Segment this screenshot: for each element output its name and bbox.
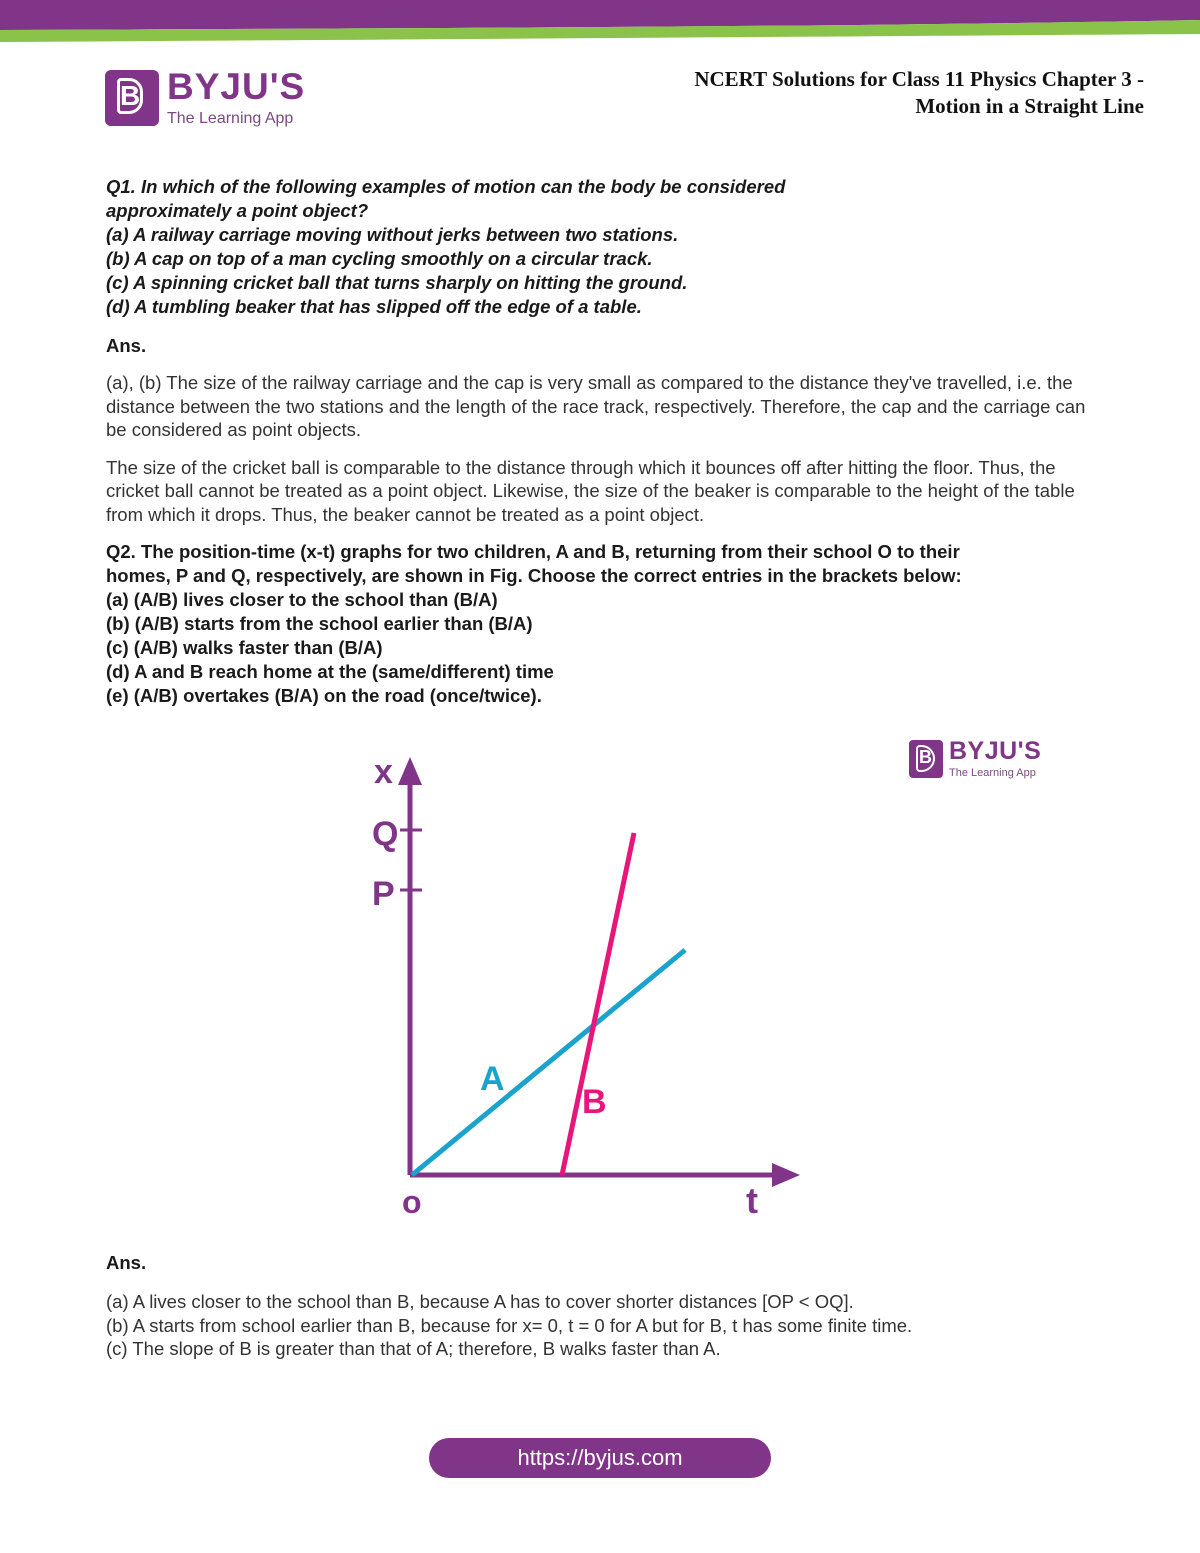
q1-line: Q1. In which of the following examples of motion can the body be considered bbox=[106, 176, 786, 197]
logo-tagline: The Learning App bbox=[167, 110, 294, 127]
tick-label-p: P bbox=[372, 875, 395, 913]
byjus-logo bbox=[105, 66, 310, 130]
logo-wordmark: BYJU'S bbox=[167, 66, 306, 107]
x-axis-label: t bbox=[746, 1180, 758, 1221]
position-time-graph bbox=[360, 745, 820, 1225]
q2-option-b: (b) (A/B) starts from the school earlier than (B/A) bbox=[106, 613, 533, 634]
footer-url-link[interactable]: https://byjus.com bbox=[429, 1438, 771, 1478]
q2-option-d: (d) A and B reach home at the (same/different) time bbox=[106, 661, 554, 682]
series-a-line bbox=[412, 950, 685, 1175]
y-axis-label: x bbox=[374, 753, 393, 791]
q2-option-e: (e) (A/B) overtakes (B/A) on the road (once/twice). bbox=[106, 685, 542, 706]
q1-line: approximately a point object? bbox=[106, 200, 369, 221]
q1-option-d: (d) A tumbling beaker that has slipped off the edge of a table. bbox=[106, 296, 642, 317]
origin-label: o bbox=[402, 1184, 422, 1220]
tick-label-q: Q bbox=[372, 815, 399, 853]
q1-option-a: (a) A railway carriage moving without jerks between two stations. bbox=[106, 224, 679, 245]
header-line-2: Motion in a Straight Line bbox=[915, 94, 1144, 118]
watermark-wordmark: BYJU'S bbox=[949, 737, 1042, 765]
q2-answer-a: (a) A lives closer to the school than B, because A has to cover shorter distances [OP < OQ]. bbox=[106, 1291, 854, 1312]
q1-answer-label: Ans. bbox=[106, 335, 147, 356]
x-axis-arrow-icon bbox=[772, 1163, 800, 1187]
y-axis-arrow-icon bbox=[398, 757, 422, 785]
question-2 bbox=[106, 540, 1106, 708]
logo-badge bbox=[105, 70, 159, 126]
q1-option-b: (b) A cap on top of a man cycling smoothly on a circular track. bbox=[106, 248, 653, 269]
byjus-watermark-logo bbox=[909, 737, 1049, 784]
q2-line: Q2. The position-time (x-t) graphs for two children, A and B, returning from their school O to their bbox=[106, 541, 960, 562]
q2-answer-c: (c) The slope of B is greater than that of A; therefore, B walks faster than A. bbox=[106, 1338, 721, 1359]
q1-option-c: (c) A spinning cricket ball that turns sharply on hitting the ground. bbox=[106, 272, 688, 293]
top-decorative-band bbox=[0, 0, 1200, 42]
series-a-label: A bbox=[480, 1060, 505, 1098]
q2-line: homes, P and Q, respectively, are shown in Fig. Choose the correct entries in the brackets below: bbox=[106, 565, 962, 586]
main-content bbox=[106, 175, 1106, 708]
q2-answer-b: (b) A starts from school earlier than B, because for x= 0, t = 0 for A but for B, t has some finite time. bbox=[106, 1314, 913, 1336]
q1-answer-paragraph-2: The size of the cricket ball is comparable to the distance through which it bounces off after hitting the floor. Thus, the cricket ball cannot be treated as a point object. Likewise, the size of the beaker is comparable to the height of the table from which it drops. Thus, the beaker cannot be treated as a point object. bbox=[106, 456, 1075, 525]
q2-option-c: (c) (A/B) walks faster than (B/A) bbox=[106, 637, 383, 658]
question-1 bbox=[106, 175, 1106, 319]
q2-answer-label: Ans. bbox=[106, 1252, 147, 1273]
document-header bbox=[544, 66, 1144, 120]
header-line-1: NCERT Solutions for Class 11 Physics Chapter 3 - bbox=[694, 67, 1144, 91]
watermark-tagline: The Learning App bbox=[949, 767, 1036, 779]
watermark-badge bbox=[909, 740, 943, 778]
q1-answer-paragraph-1: (a), (b) The size of the railway carriage and the cap is very small as compared to the distance they've travelled, i.e. the distance between the two stations and the length of the race track, respectively. Therefore, the cap and the carriage can be considered as point objects. bbox=[106, 372, 1086, 440]
q2-option-a: (a) (A/B) lives closer to the school than (B/A) bbox=[106, 589, 498, 610]
watermark-letter: B bbox=[916, 745, 935, 772]
q2-answers bbox=[106, 1252, 1106, 1361]
logo-letter: B bbox=[117, 78, 143, 114]
series-b-label: B bbox=[582, 1083, 607, 1121]
